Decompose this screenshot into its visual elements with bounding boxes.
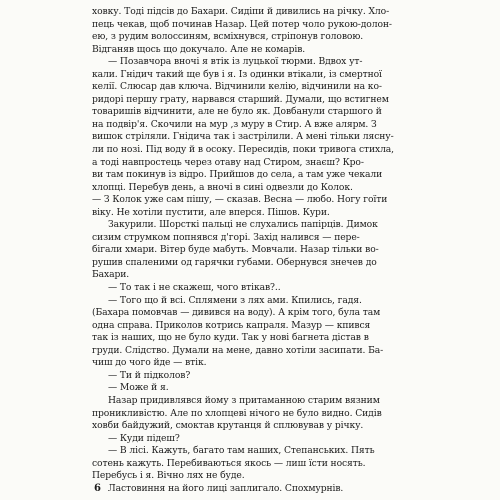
text-line: товаришів відчинити, але не було як. Довбанули старшого й	[92, 106, 382, 118]
text-line: келії. Слюсар дав ключа. Відчинили келію, відчинили на ко-	[92, 81, 382, 93]
text-line: — В лісі. Кажуть, багато там наших, Степанських. Пять	[108, 445, 375, 457]
text-line: — Може й я.	[108, 382, 169, 394]
text-line: — Ти й підколов?	[108, 369, 191, 381]
text-line: проникливістю. Але по хлопцеві нічого не було видно. Сидів	[92, 407, 382, 419]
text-line: — Позавчора вночі я втік із луцької тюрми. Вдвох ут-	[108, 56, 363, 68]
text-line: Перебусь і я. Вічно лях не буде.	[92, 470, 245, 482]
text-line: кали. Гнідич такий ще був і я. Із одинки втікали, із смертної	[92, 68, 382, 80]
text-line: сизим струмком попнявся д'горі. Захід налився — пере-	[92, 231, 360, 243]
text-line: бігали хмари. Вітер буде мабуть. Мовчали. Назар тільки во-	[92, 244, 379, 256]
text-line: ви там покинув із відро. Прийшов до села, а там уже чекали	[92, 169, 383, 181]
text-line: сотень кажуть. Перебиваються якось — лиш їсти носять.	[92, 457, 366, 469]
text-line: ридорі першу грату, нарвався старший. Думали, що встигнем	[92, 93, 389, 105]
text-line: — То так і не скажеш, чого втікав?..	[108, 282, 281, 294]
text-line: — Того що й всі. Сплямени з лях ами. Кпились, гадя.	[108, 294, 362, 306]
text-line: — З Колок уже сам пішу, — сказав. Весна — любо. Ногу гоїти	[92, 194, 388, 206]
text-line: чиш до чого йде — втік.	[92, 357, 207, 369]
text-line: ею, з рудим волоссиням, всміхнувся, стріпонув головою.	[92, 31, 364, 43]
text-line: на подвір'я. Скочили на мур ,з муру в Стир. А вже алярм. З	[92, 118, 377, 130]
page-number: 6	[94, 483, 101, 494]
text-line: Бахари.	[92, 269, 130, 281]
text-line: Назар придивлявся йому з притаманною старим вязним	[108, 394, 380, 406]
text-line: хлопці. Перебув день, а вночі в сині одвезли до Колок.	[92, 181, 353, 193]
text-line: а тоді навпростець через отаву над Стиром, знаєш? Кро-	[92, 156, 364, 168]
text-line: ховку. Тоді підсів до Бахари. Сидіпи й дивились на річку. Хло-	[92, 6, 390, 17]
text-line: вишок стріляли. Гнідича так і застрілили. А мені тільки лясну-	[92, 131, 394, 143]
text-line: одна справа. Приколов котрись капраля. Мазур — кпився	[92, 319, 371, 331]
text-line: рушив спаленими од гарячки губами. Обернувся знечев до	[92, 256, 377, 268]
text-line: ли по нозі. Під воду й в осоку. Пересидів, поки тривога стихла,	[92, 144, 395, 156]
text-line: — Куди підеш?	[108, 432, 180, 444]
text-line: Відганяв щось що докучало. Але не комарів.	[92, 43, 306, 55]
text-line: пець чекав, щоб починав Назар. Цей потер чоло рукою-долон-	[92, 18, 392, 30]
text-line: Закурили. Шорсткі пальці не слухались папірців. Димок	[108, 219, 378, 231]
text-line: Ластовиння на його лиці заплигало. Спохмурнів.	[108, 482, 344, 494]
text-line: так із наших, що не було куди. Так у нові багнета дістав в	[92, 332, 369, 344]
text-line: віку. Не хотіли пустити, але вперся. Пішов. Кури.	[92, 206, 330, 218]
body-text	[92, 6, 422, 495]
text-line: груди. Слідство. Думали на мене, давно хотіли засипати. Ба-	[92, 344, 384, 356]
text-line: (Бахара помовчав — дивився на воду). А крім того, була там	[92, 307, 381, 319]
text-line: ховби байдужий, смоктав крутанця й сплювував у річку.	[92, 420, 364, 432]
